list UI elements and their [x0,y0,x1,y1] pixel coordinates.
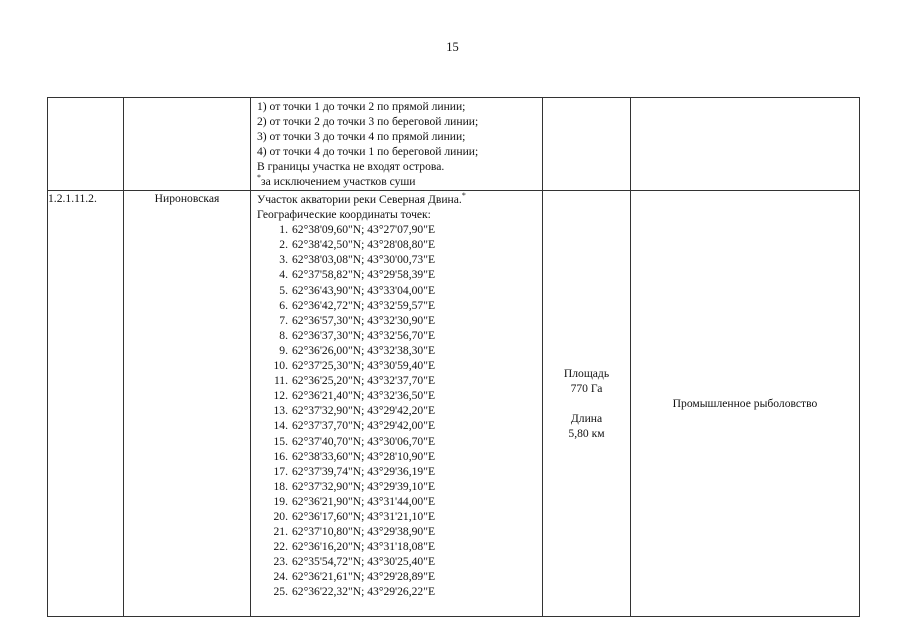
coordinate-item [257,539,538,554]
area-value: 770 Га [570,381,603,395]
coordinate-value: 62°38'09,60"N; 43°27'07,90"E [292,223,436,237]
footnote-mark: * [257,173,261,183]
coordinate-index: 6. [279,298,288,312]
coordinate-item [257,343,538,358]
coordinate-index: 19. [273,494,288,508]
coordinate-item [257,313,538,328]
coordinate-index: 9. [279,343,288,357]
islands-note: В границы участка не входят острова. [257,160,445,174]
area-name: Нироновская [124,191,251,617]
fishing-areas-table [47,97,860,617]
coordinate-index: 13. [273,404,288,418]
coordinate-index: 18. [273,479,288,493]
continuation-description [251,98,543,191]
coordinate-value: 62°37'37,70"N; 43°29'42,00"E [292,419,436,433]
coordinate-item [257,328,538,343]
coordinate-value: 62°37'32,90"N; 43°29'42,20"E [292,404,436,418]
coordinate-item [257,298,538,313]
coordinate-value: 62°38'42,50"N; 43°28'08,80"E [292,238,436,252]
description-title-line [257,192,538,207]
area-description [251,191,543,617]
coordinate-index: 5. [279,283,288,297]
coordinate-item [257,554,538,569]
coordinate-value: 62°36'42,72"N; 43°32'59,57"E [292,298,436,312]
coordinate-item [257,222,538,237]
coordinate-item [257,524,538,539]
coordinate-index: 1. [279,223,288,237]
coordinate-item [257,237,538,252]
coordinate-value: 62°36'22,32"N; 43°29'26,22"E [292,585,436,599]
coordinate-value: 62°38'03,08"N; 43°30'00,73"E [292,253,436,267]
coordinate-index: 11. [273,374,288,388]
coordinate-value: 62°36'37,30"N; 43°32'56,70"E [292,328,436,342]
coordinate-value: 62°36'21,90"N; 43°31'44,00"E [292,494,436,508]
coordinate-index: 22. [273,540,288,554]
usage-type: Промышленное рыболовство [631,191,860,617]
coordinate-value: 62°37'58,82"N; 43°29'58,39"E [292,268,436,282]
coordinate-value: 62°36'21,61"N; 43°29'28,89"E [292,570,436,584]
number-cell-empty [48,98,124,191]
coordinate-index: 16. [273,449,288,463]
coordinates-list [257,222,538,599]
coords-header: Географические координаты точек: [257,208,431,222]
coordinate-item [257,403,538,418]
coordinate-index: 8. [279,328,288,342]
usage-cell-empty [631,98,860,191]
coordinate-value: 62°36'16,20"N; 43°31'18,08"E [292,540,436,554]
coordinate-index: 17. [273,464,288,478]
coordinate-index: 15. [273,434,288,448]
coordinate-item [257,584,538,599]
coordinate-index: 2. [279,238,288,252]
row-number: 1.2.1.11.2. [48,191,124,617]
coordinate-value: 62°36'26,00"N; 43°32'38,30"E [292,343,436,357]
coordinate-item [257,449,538,464]
name-cell-empty [124,98,251,191]
coordinate-value: 62°36'43,90"N; 43°33'04,00"E [292,283,436,297]
coordinate-index: 24. [273,570,288,584]
coordinate-value: 62°36'17,60"N; 43°31'21,10"E [292,509,436,523]
description-mark: * [461,191,466,201]
area-label: Площадь [563,366,610,380]
coordinate-item [257,479,538,494]
page-number: 15 [446,40,459,54]
coordinate-index: 12. [273,389,288,403]
coordinate-index: 4. [279,268,288,282]
area-cell-empty [543,98,631,191]
coordinate-value: 62°37'40,70"N; 43°30'06,70"E [292,434,436,448]
coordinate-value: 62°37'25,30"N; 43°30'59,40"E [292,359,436,373]
coordinate-index: 21. [273,525,288,539]
coordinate-item [257,283,538,298]
coordinate-item [257,569,538,584]
boundary-line: 2) от точки 2 до точки 3 по береговой линии; [257,115,479,129]
coordinate-item [257,434,538,449]
description-title: Участок акватории реки Северная Двина. [257,193,462,206]
coordinate-item [257,252,538,267]
coordinate-item [257,494,538,509]
coordinate-value: 62°37'32,90"N; 43°29'39,10"E [292,479,436,493]
coordinate-item [257,267,538,282]
boundary-line: 4) от точки 4 до точки 1 по береговой линии; [257,145,479,159]
continuation-row [48,98,860,191]
coordinate-value: 62°36'25,20"N; 43°32'37,70"E [292,374,436,388]
boundary-line: 1) от точки 1 до точки 2 по прямой линии; [257,100,466,113]
length-value: 5,80 км [568,427,605,441]
coordinate-item [257,464,538,479]
coordinate-item [257,388,538,403]
coordinate-value: 62°36'57,30"N; 43°32'30,90"E [292,313,436,327]
coordinate-item [257,509,538,524]
coordinate-value: 62°37'39,74"N; 43°29'36,19"E [292,464,436,478]
footnote-line [257,174,537,189]
coordinate-value: 62°38'33,60"N; 43°28'10,90"E [292,449,436,463]
coordinate-item [257,358,538,373]
length-label: Длина [570,412,603,425]
coordinate-index: 20. [273,509,288,523]
coordinate-index: 7. [279,313,288,327]
coordinate-index: 25. [273,585,288,599]
coordinate-index: 10. [273,359,288,373]
coordinate-index: 23. [273,555,288,569]
table-row [48,191,860,617]
coordinate-value: 62°36'21,40"N; 43°32'36,50"E [292,389,436,403]
coordinate-item [257,373,538,388]
coordinate-item [257,418,538,433]
footnote-text: за исключением участков суши [261,175,416,189]
coordinate-index: 3. [279,253,288,267]
coordinate-value: 62°37'10,80"N; 43°29'38,90"E [292,525,436,539]
coordinate-value: 62°35'54,72"N; 43°30'25,40"E [292,555,436,569]
coordinate-index: 14. [273,419,288,433]
area-size-cell [543,191,631,617]
boundary-line: 3) от точки 3 до точки 4 по прямой линии; [257,130,466,144]
